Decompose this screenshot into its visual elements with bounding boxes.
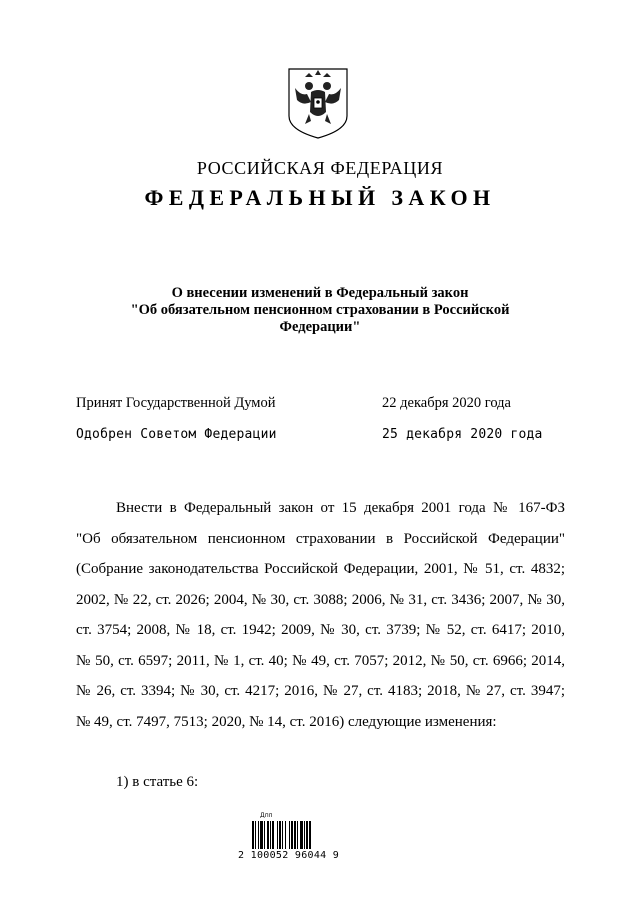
- document-type-heading: ФЕДЕРАЛЬНЫЙ ЗАКОН: [144, 185, 496, 210]
- duma-adoption-label: Принят Государственной Думой: [76, 395, 276, 411]
- barcode-icon: [252, 815, 328, 855]
- council-approval-date: 25 декабря 2020 года: [382, 427, 543, 442]
- barcode-top-label: Дпп: [260, 812, 273, 819]
- body-line: № 50, ст. 6597; 2011, № 1, ст. 40; № 49, ст. 7057; 2012, № 50, ст. 6966; 2014,: [76, 652, 565, 669]
- country-name: РОССИЙСКАЯ ФЕДЕРАЦИЯ: [196, 158, 444, 178]
- barcode-number: 2 100052 96044 9: [238, 850, 340, 861]
- law-title: [90, 285, 550, 336]
- body-line: 2002, № 22, ст. 2026; 2004, № 30, ст. 3088; 2006, № 31, ст. 3436; 2007, № 30,: [76, 591, 565, 608]
- duma-adoption-date: 22 декабря 2020 года: [382, 395, 511, 411]
- body-line: (Собрание законодательства Российской Федерации, 2001, № 51, ст. 4832;: [76, 561, 565, 577]
- law-title-line: О внесении изменений в Федеральный закон: [171, 285, 469, 301]
- body-line: № 26, ст. 3394; № 30, ст. 4217; 2016, № 27, ст. 4183; 2018, № 27, ст. 3947;: [76, 683, 565, 699]
- body-line: "Об обязательном пенсионном страховании в Российской Федерации": [76, 530, 565, 547]
- body-line: Внести в Федеральный закон от 15 декабря 2001 года № 167-ФЗ: [116, 500, 565, 516]
- body-line: ст. 3754; 2008, № 18, ст. 1942; 2009, № 30, ст. 3739; № 52, ст. 6417; 2010,: [76, 622, 565, 638]
- law-title-line: Федерации": [279, 319, 361, 335]
- list-item-article: 1) в статье 6:: [116, 774, 199, 790]
- body-line: № 49, ст. 7497, 7513; 2020, № 14, ст. 2016) следующие изменения:: [76, 713, 497, 730]
- coat-of-arms-emblem-icon: [285, 66, 351, 140]
- law-title-line: "Об обязательном пенсионном страховании в Российской: [130, 302, 510, 318]
- law-body-paragraph: [76, 493, 565, 737]
- council-approval-label: Одобрен Советом Федерации: [76, 427, 277, 442]
